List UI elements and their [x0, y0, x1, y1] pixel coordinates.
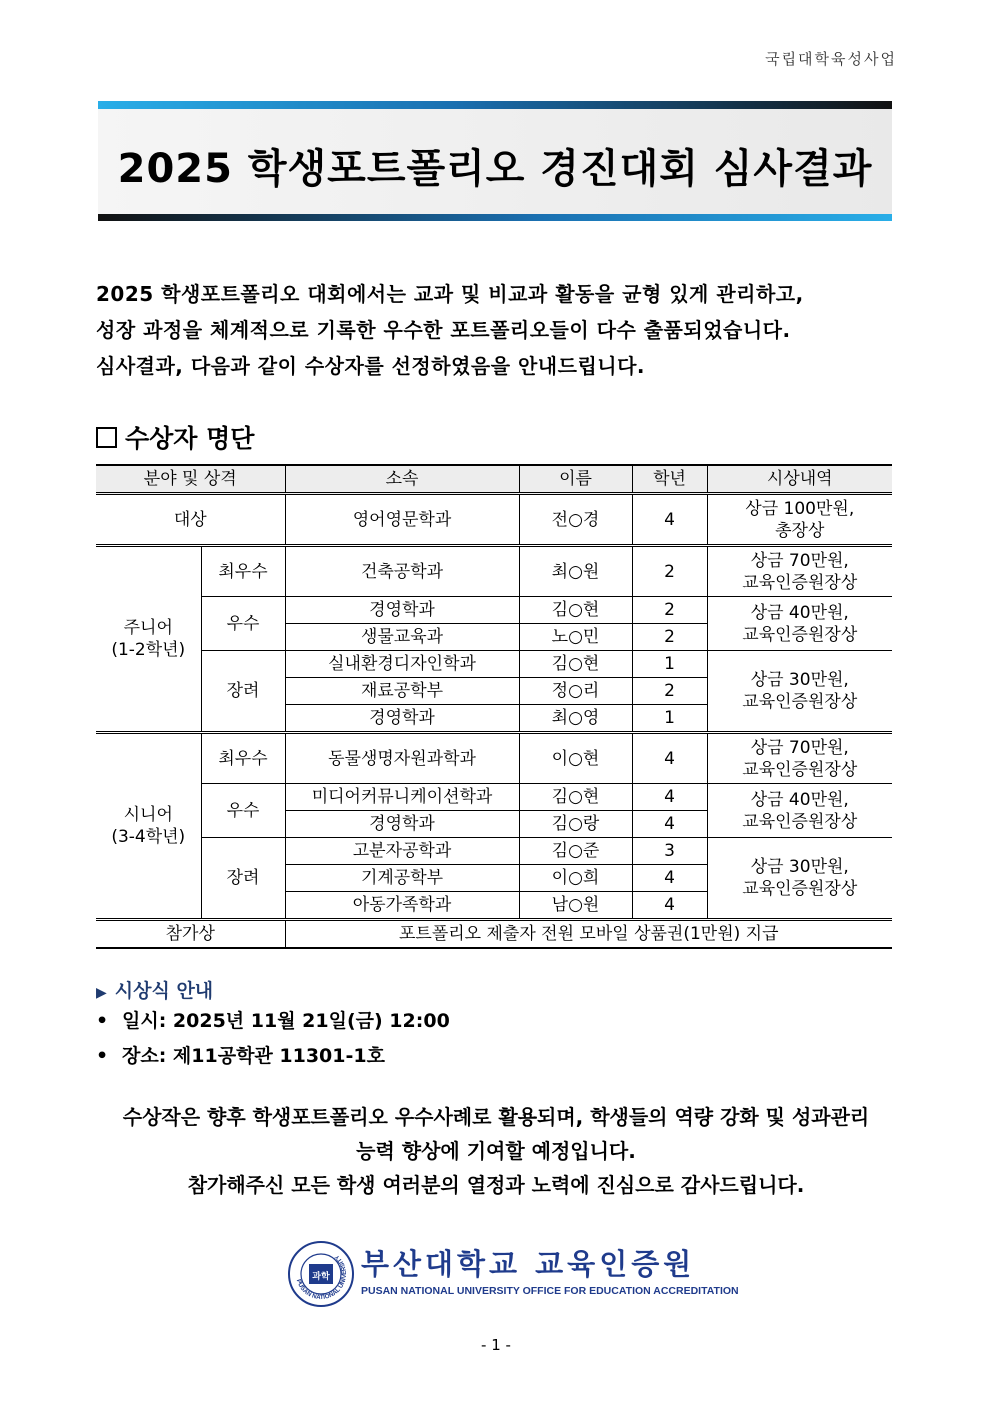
- section-heading: [96, 419, 254, 455]
- name-cell: 이○희: [519, 865, 632, 892]
- rank-cell: 최우수: [201, 546, 285, 597]
- table-row: [96, 733, 892, 784]
- prize-cell: 상금 30만원, 교육인증원장상: [707, 838, 892, 920]
- year-cell: 2: [632, 678, 707, 705]
- dept-cell: 재료공학부: [285, 678, 519, 705]
- name-cell: 최○영: [519, 705, 632, 733]
- prize-cell: 상금 40만원, 교육인증원장상: [707, 784, 892, 838]
- table-row: [96, 838, 892, 865]
- rank-cell: 장려: [201, 651, 285, 733]
- intro-line: 심사결과, 다음과 같이 수상자를 선정하였음을 안내드립니다.: [96, 354, 646, 378]
- rank-cell: 우수: [201, 597, 285, 651]
- prize-cell: 상금 70만원, 교육인증원장상: [707, 733, 892, 784]
- award-category: 대상: [96, 494, 285, 546]
- table-row: [96, 651, 892, 678]
- seal-ring-text: PUSAN NATIONAL UNIVERSITY: [294, 1253, 349, 1302]
- rank-cell: 우수: [201, 784, 285, 838]
- triangle-bullet-icon: ▶: [96, 985, 107, 1001]
- name-cell: 김○랑: [519, 811, 632, 838]
- title-banner: [98, 101, 892, 221]
- participation-prize: 포트폴리오 제출자 전원 모바일 상품권(1만원) 지급: [285, 920, 892, 949]
- year-cell: 1: [632, 651, 707, 678]
- dept-cell: 영어영문학과: [285, 494, 519, 546]
- seal-mark-text: 과학: [312, 1272, 330, 1282]
- group-label-senior: 시니어 (3-4학년): [96, 733, 201, 920]
- title-bottom-bar: [98, 214, 892, 221]
- bullet-icon: •: [96, 1010, 109, 1032]
- ceremony-heading: ▶ 시상식 안내: [96, 980, 214, 1002]
- prize-cell: 상금 70만원, 교육인증원장상: [707, 546, 892, 597]
- closing-line: 참가해주신 모든 학생 여러분의 열정과 노력에 진심으로 감사드립니다.: [187, 1173, 805, 1197]
- prize-cell: 상금 100만원, 총장상: [707, 494, 892, 546]
- rank-cell: 장려: [201, 838, 285, 920]
- name-cell: 정○리: [519, 678, 632, 705]
- year-cell: 4: [632, 892, 707, 920]
- dept-cell: 기계공학부: [285, 865, 519, 892]
- name-cell: 노○민: [519, 624, 632, 651]
- dept-cell: 고분자공학과: [285, 838, 519, 865]
- year-cell: 4: [632, 733, 707, 784]
- col-header-year: 학년: [632, 465, 707, 494]
- table-row: [96, 920, 892, 949]
- program-name: 국립대학육성사업: [765, 50, 897, 68]
- dept-cell: 경영학과: [285, 705, 519, 733]
- name-cell: 김○현: [519, 784, 632, 811]
- year-cell: 2: [632, 597, 707, 624]
- name-cell: 김○준: [519, 838, 632, 865]
- name-cell: 전○경: [519, 494, 632, 546]
- closing-paragraph: [96, 1100, 896, 1202]
- intro-line: 2025 학생포트폴리오 대회에서는 교과 및 비교과 활동을 균형 있게 관리하고,: [96, 282, 804, 306]
- rank-cell: 최우수: [201, 733, 285, 784]
- dept-cell: 생물교육과: [285, 624, 519, 651]
- year-cell: 2: [632, 546, 707, 597]
- col-header-name: 이름: [519, 465, 632, 494]
- prize-cell: 상금 40만원, 교육인증원장상: [707, 597, 892, 651]
- year-cell: 4: [632, 865, 707, 892]
- award-category: 참가상: [96, 920, 285, 949]
- name-cell: 김○현: [519, 651, 632, 678]
- prize-cell: 상금 30만원, 교육인증원장상: [707, 651, 892, 733]
- table-row: [96, 546, 892, 597]
- year-cell: 1: [632, 705, 707, 733]
- title-top-bar: [98, 101, 892, 109]
- year-cell: 2: [632, 624, 707, 651]
- ceremony-info: [96, 976, 450, 1074]
- square-bullet-icon: [96, 427, 117, 448]
- col-header-prize: 시상내역: [707, 465, 892, 494]
- name-cell: 남○원: [519, 892, 632, 920]
- table-row: [96, 784, 892, 811]
- name-cell: 김○현: [519, 597, 632, 624]
- org-logo: [287, 1240, 739, 1310]
- closing-line: 수상작은 향후 학생포트폴리오 우수사례로 활용되며, 학생들의 역량 강화 및 성과관리: [122, 1105, 870, 1129]
- list-item: • 일시: 2025년 11월 21일(금) 12:00: [96, 1004, 450, 1039]
- year-cell: 4: [632, 811, 707, 838]
- page-title: 2025 학생포트폴리오 경진대회 심사결과: [117, 146, 873, 192]
- table-row: [96, 494, 892, 546]
- dept-cell: 실내환경디자인학과: [285, 651, 519, 678]
- intro-paragraph: [96, 276, 906, 384]
- dept-cell: 건축공학과: [285, 546, 519, 597]
- name-cell: 최○원: [519, 546, 632, 597]
- list-item: • 장소: 제11공학관 11301-1호: [96, 1039, 450, 1074]
- year-cell: 4: [632, 784, 707, 811]
- section-title: 수상자 명단: [125, 424, 255, 453]
- dept-cell: 경영학과: [285, 597, 519, 624]
- dept-cell: 동물생명자원과학과: [285, 733, 519, 784]
- col-header-dept: 소속: [285, 465, 519, 494]
- group-label-junior: 주니어 (1-2학년): [96, 546, 201, 733]
- table-row: [96, 597, 892, 624]
- name-cell: 이○현: [519, 733, 632, 784]
- awards-table: [96, 464, 892, 949]
- dept-cell: 경영학과: [285, 811, 519, 838]
- dept-cell: 미디어커뮤니케이션학과: [285, 784, 519, 811]
- university-seal-icon: [287, 1240, 355, 1308]
- bullet-icon: •: [96, 1045, 109, 1067]
- org-name-english: PUSAN NATIONAL UNIVERSITY OFFICE FOR EDUCATION ACCREDITATION: [361, 1285, 739, 1297]
- intro-line: 성장 과정을 체계적으로 기록한 우수한 포트폴리오들이 다수 출품되었습니다.: [96, 318, 791, 342]
- org-name-korean: 부산대학교 교육인증원: [361, 1247, 696, 1281]
- col-header-category: 분야 및 상격: [96, 465, 285, 494]
- page-number: - 1 -: [481, 1336, 511, 1354]
- year-cell: 3: [632, 838, 707, 865]
- dept-cell: 아동가족학과: [285, 892, 519, 920]
- closing-line: 능력 향상에 기여할 예정입니다.: [356, 1139, 636, 1163]
- year-cell: 4: [632, 494, 707, 546]
